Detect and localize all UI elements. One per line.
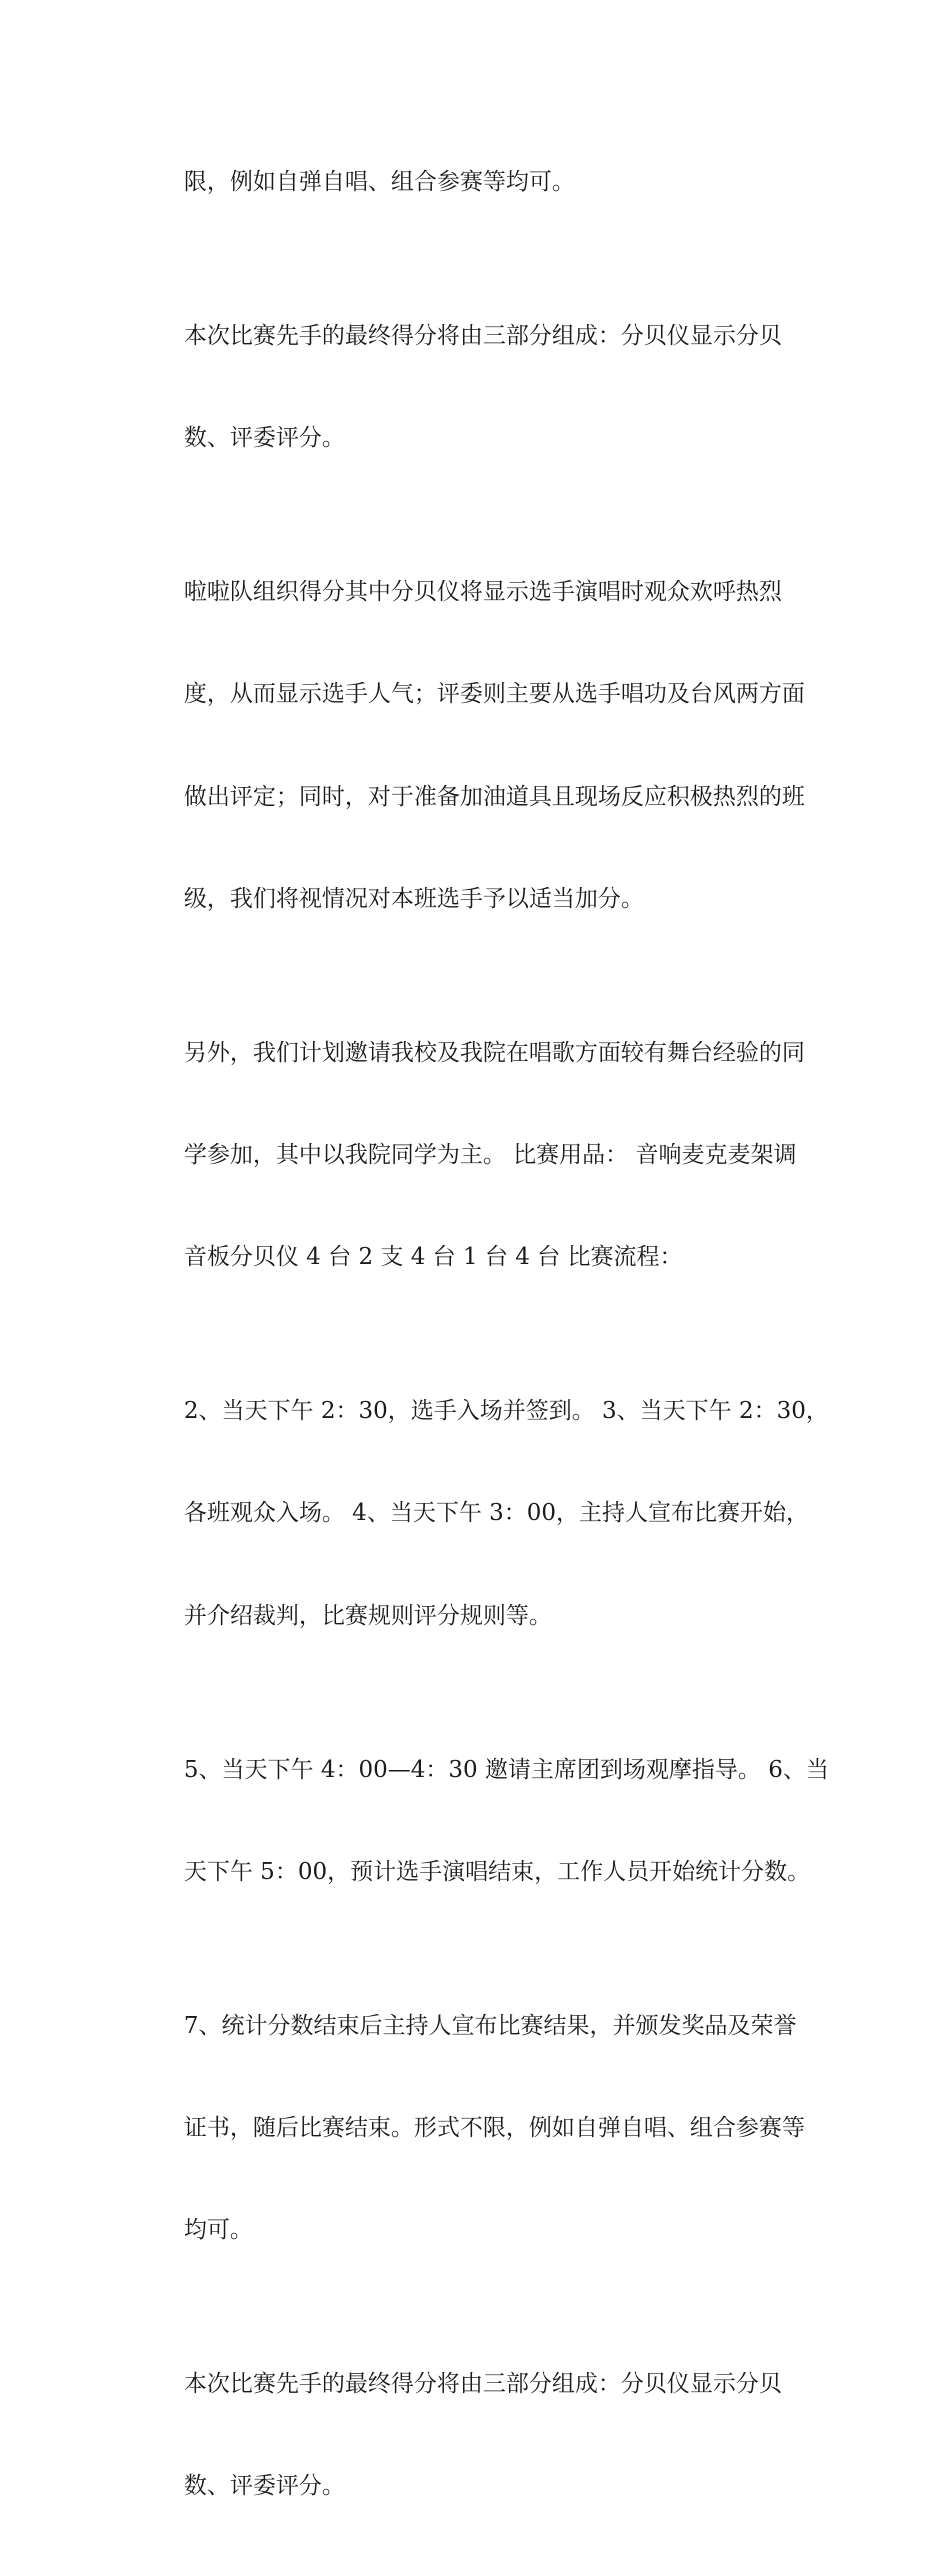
text-line: 并介绍裁判，比赛规则评分规则等。 [183,1602,552,1629]
text-line: 各班观众入场。 4、当天下午 3：00，主持人宣布比赛开始， [183,1500,810,1527]
text-line: 度，从而显示选手人气；评委则主要从选手唱功及台风两方面 [183,681,805,708]
text-line: 限，例如自弹自唱、组合参赛等均可。 [183,169,575,196]
text-line: 啦啦队组织得分其中分贝仪将显示选手演唱时观众欢呼热烈 [183,578,782,605]
text-line: 音板分贝仪 4 台 2 支 4 台 1 台 4 台 比赛流程： [183,1244,683,1271]
paragraph [140,260,820,516]
document-body [140,106,829,2564]
text-line: 天下午 5：00，预计选手演唱结束，工作人员开始统计分数。 [183,1858,811,1885]
text-line: 数、评委评分。 [183,2473,345,2500]
text-line: 本次比赛先手的最终得分将由三部分组成：分贝仪显示分贝 [183,322,782,349]
text-line: 数、评委评分。 [183,425,345,452]
text-line: 做出评定；同时，对于准备加油道具且现场反应积极热烈的班 [183,783,805,810]
text-line: 本次比赛先手的最终得分将由三部分组成：分贝仪显示分贝 [183,2370,782,2397]
text-line: 学参加，其中以我院同学为主。 比赛用品： 音响麦克麦架调 [183,1142,797,1169]
text-line: 证书，随后比赛结束。形式不限，例如自弹自唱、组合参赛等 [183,2114,805,2141]
paragraph [140,106,820,260]
paragraph [140,516,820,977]
text-line: 级，我们将视情况对本班选手予以适当加分。 [183,886,644,913]
paragraph [140,1335,829,1693]
paragraph [140,976,820,1334]
text-line: 另外，我们计划邀请我校及我院在唱歌方面较有舞台经验的同 [183,1039,805,1066]
paragraph [140,2308,820,2564]
text-line: 均可。 [183,2217,253,2244]
paragraph [140,1693,829,1949]
paragraph [140,1949,820,2307]
text-line: 5、当天下午 4：00—4：30 邀请主席团到场观摩指导。 6、当 [183,1756,829,1783]
text-line: 7、统计分数结束后主持人宣布比赛结果，并颁发奖品及荣誉 [183,2012,797,2039]
text-line: 2、当天下午 2：30，选手入场并签到。 3、当天下午 2：30， [183,1398,829,1425]
